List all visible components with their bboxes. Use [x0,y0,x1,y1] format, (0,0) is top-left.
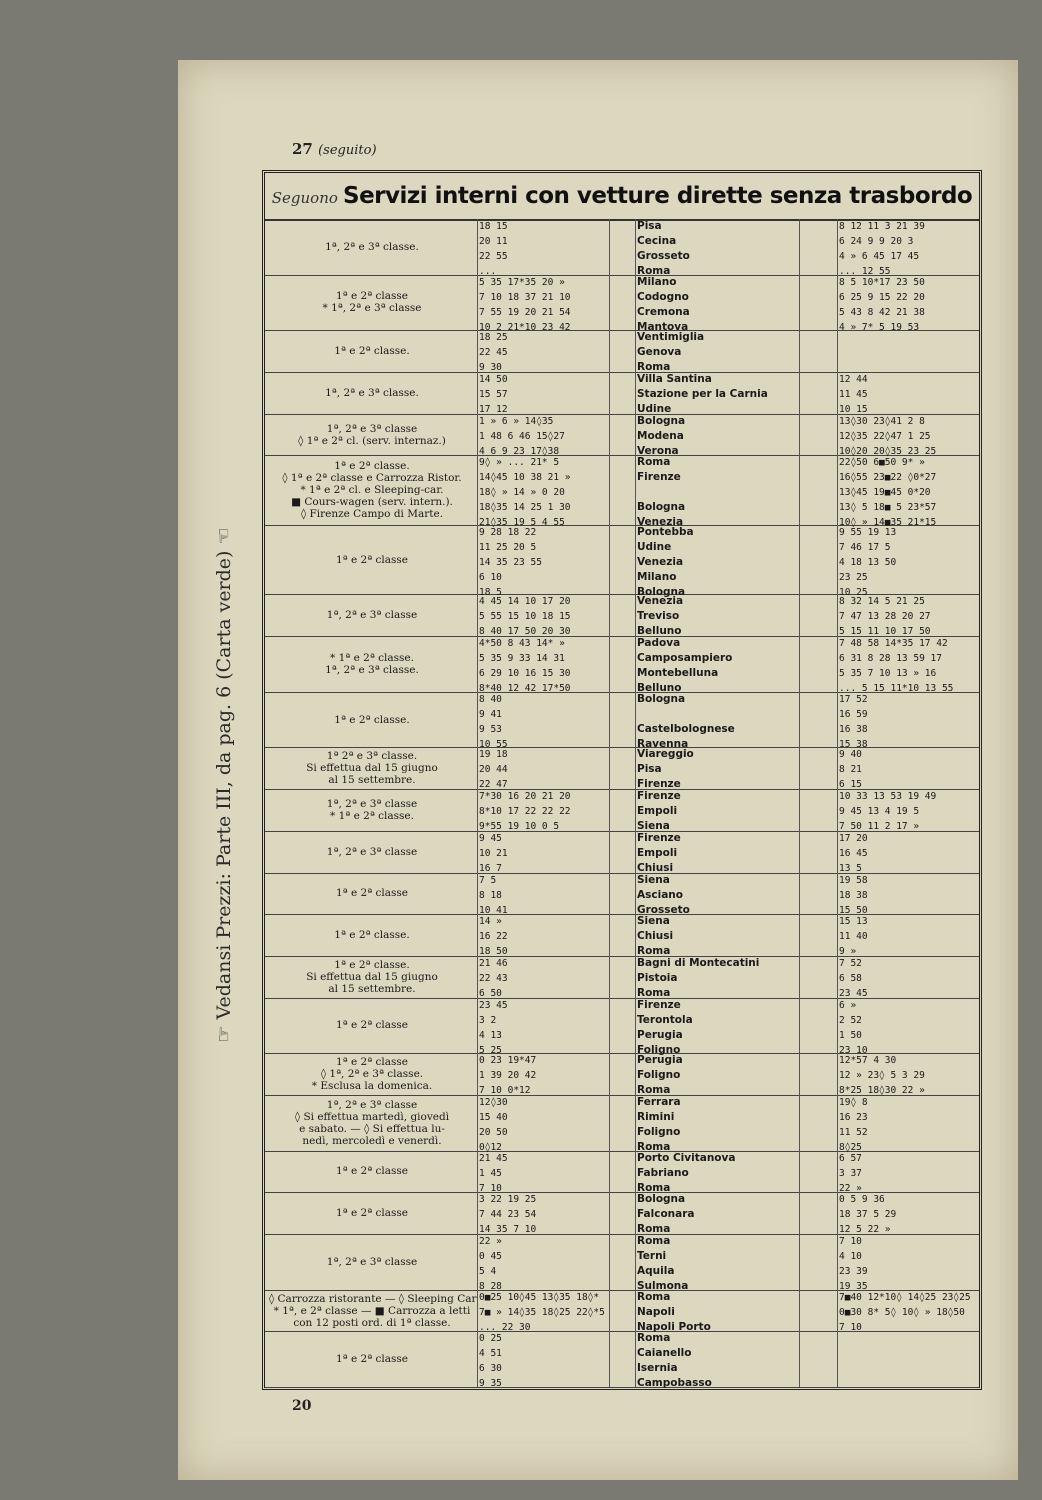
timetable-block [265,594,979,637]
column-divider [799,1234,800,1290]
block-class-label: 1ª e 2ª classe * 1ª, 2ª e 3ª classe [322,290,422,315]
column-divider [635,455,636,525]
column-divider [837,330,838,372]
column-divider [635,1234,636,1290]
column-divider [635,275,636,331]
column-divider [799,956,800,998]
station-list: Perugia Foligno Roma [637,1054,683,1097]
timetable-block [265,956,979,999]
departure-times: 19 18 20 44 22 47 [479,749,508,791]
column-divider [477,998,478,1054]
column-divider [837,1234,838,1290]
block-class-label: 1ª, 2ª e 3ª classe ◊ Si effettua martedì, giovedì e sabato. — ◊ Si effettua lu- nedì, mercoledì e venerdì. [294,1098,450,1147]
return-times: 0 5 9 36 18 37 5 29 12 5 22 » [839,1194,897,1236]
column-divider [635,1331,636,1387]
column-divider [837,1290,838,1332]
station-list: Padova Camposampiero Montebelluna Belluno [637,637,733,695]
station-list: Roma Terni Aquila Sulmona [637,1235,689,1293]
timetable-title [265,173,979,221]
timetable-block [265,998,979,1055]
column-divider [799,594,800,636]
block-class-label: 1ª e 2ª classe. [334,929,410,942]
column-divider [635,594,636,636]
column-divider [837,789,838,831]
block-class-label: 1ª e 2ª classe [335,1207,409,1220]
timetable-block [265,1290,979,1333]
return-times: 12*57 4 30 12 » 23◊ 5 3 29 8*25 18◊30 22 » [839,1055,925,1097]
station-list: Villa Santina Stazione per la Carnia Udine [637,372,768,415]
column-divider [837,1151,838,1193]
timetable-block [265,1053,979,1096]
return-times: 9 40 8 21 6 15 [839,749,862,791]
timetable-block [265,636,979,693]
column-divider [799,1053,800,1095]
column-divider [799,831,800,873]
timetable-block [265,873,979,916]
station-list: Firenze Empoli Siena [637,790,681,833]
column-divider [837,1053,838,1095]
column-divider [477,956,478,998]
return-times: 8 32 14 5 21 25 7 47 13 28 20 27 5 15 11 10 17 50 [839,596,931,638]
station-list: Pisa Cecina Grosseto Roma [637,220,690,277]
timetable-block [265,330,979,373]
column-divider [837,1192,838,1234]
section-number-value: 27 [292,140,313,158]
departure-times: 14 50 15 57 17 12 [479,373,508,415]
column-divider [837,873,838,915]
column-divider [477,1290,478,1332]
column-divider [799,372,800,414]
return-times: 7 10 4 10 23 39 19 35 [839,1236,868,1293]
block-class-label: 1ª e 2ª classe [335,887,409,900]
return-times: 6 » 2 52 1 50 23 10 [839,999,868,1056]
timetable-block [265,275,979,332]
column-divider [477,789,478,831]
timetable-block [265,831,979,874]
column-divider [477,692,478,748]
timetable-block [265,1331,979,1388]
column-divider [799,330,800,372]
column-divider [477,1095,478,1151]
departure-times: 22 » 0 45 5 4 8 28 [479,1236,502,1293]
column-divider [477,914,478,956]
column-divider [477,873,478,915]
timetable-frame [262,170,982,1390]
side-note-text: ☞ Vedansi Prezzi: Parte III, da pag. 6 (Carta verde) ☜ [213,527,235,1043]
return-times: 7 52 6 58 23 45 [839,957,868,999]
return-times: 13◊30 23◊41 2 8 12◊35 22◊47 1 25 10◊20 20◊35 23 25 [839,415,937,457]
column-divider [635,414,636,456]
side-note [213,420,253,1150]
block-class-label: 1ª e 2ª classe [335,1165,409,1178]
station-list: Pontebba Udine Venezia Milano Bologna [637,525,694,598]
section-number [292,140,377,158]
block-class-label: 1ª e 2ª classe [335,553,409,566]
timetable-block [265,1151,979,1194]
block-class-label: 1ª, 2ª e 3ª classe [326,845,418,858]
timetable-block [265,747,979,790]
block-class-label: 1ª e 2ª classe ◊ 1ª, 2ª e 3ª classe. * Esclusa la domenica. [311,1056,433,1093]
column-divider [837,692,838,748]
departure-times: 23 45 3 2 4 13 5 25 [479,999,508,1056]
station-list: Roma Firenze Bologna Venezia [637,456,686,529]
column-divider [477,219,478,275]
departure-times: 1 » 6 » 14◊35 1 48 6 46 15◊27 4 6 9 23 17◊38 [479,415,565,457]
column-divider [635,636,636,692]
column-divider [635,330,636,372]
column-divider [799,692,800,748]
column-divider [635,831,636,873]
column-divider [837,219,838,275]
station-list: Bologna Castelbolognese Ravenna [637,692,735,750]
column-divider [477,372,478,414]
timetable-block [265,525,979,596]
column-divider [837,414,838,456]
column-divider [837,1331,838,1387]
station-list: Ventimiglia Genova Roma [637,331,705,374]
return-times: 19◊ 8 16 23 11 52 8◊25 [839,1097,868,1153]
column-divider [635,747,636,789]
block-class-label: 1ª e 2ª classe [335,1019,409,1032]
column-divider [477,747,478,789]
column-divider [635,525,636,595]
station-list: Bologna Falconara Roma [637,1193,695,1236]
column-divider [477,1151,478,1193]
column-divider [799,747,800,789]
block-class-label: 1ª, 2ª e 3ª classe * 1ª e 2ª classe. [326,797,418,822]
block-class-label: 1ª, 2ª e 3ª classe. [325,240,419,253]
station-list: Viareggio Pisa Firenze [637,748,694,791]
column-divider [477,330,478,372]
column-divider [799,1331,800,1387]
column-divider [477,1053,478,1095]
column-divider [837,525,838,595]
column-divider [635,372,636,414]
column-divider [635,1053,636,1095]
departure-times: 7*30 16 20 21 20 8*10 17 22 22 22 9*55 19 10 0 5 [479,791,571,833]
column-divider [799,914,800,956]
return-times: 22◊50 6■50 9* » 16◊55 23■22 ◊0*27 13◊45 19■45 0*20 13◊ 5 18■ 5 23*57 10◊ » 14■35 21*15 [839,457,937,529]
departure-times: 9 45 10 21 16 7 [479,832,508,874]
column-divider [635,998,636,1054]
column-divider [837,831,838,873]
column-divider [477,831,478,873]
column-divider [477,594,478,636]
return-times: 6 57 3 37 22 » [839,1152,862,1194]
column-divider [837,455,838,525]
column-divider [799,1095,800,1151]
station-list: Siena Asciano Grosseto [637,873,690,916]
column-divider [635,219,636,275]
column-divider [799,1290,800,1332]
return-times: 8 12 11 3 21 39 6 24 9 9 20 3 4 » 6 45 17 45 ... 12 55 [839,221,925,277]
timetable-block [265,1192,979,1235]
station-list: Porto Civitanova Fabriano Roma [637,1151,736,1194]
column-divider [799,414,800,456]
block-class-label: 1ª, 2ª e 3ª classe [326,1255,418,1268]
departure-times: 3 22 19 25 7 44 23 54 14 35 7 10 [479,1194,537,1236]
station-list: Roma Caianello Isernia Campobasso [637,1332,712,1390]
return-times: 10 33 13 53 19 49 9 45 13 4 19 5 7 50 11 2 17 » [839,791,937,833]
block-class-label: 1ª e 2ª classe. [334,713,410,726]
section-continued: (seguito) [318,143,377,158]
column-divider [799,998,800,1054]
column-divider [477,636,478,692]
timetable-block [265,455,979,529]
column-divider [635,873,636,915]
block-class-label: ◊ Carrozza ristorante — ◊ Sleeping Car * 1ª, e 2ª classe — ■ Carrozza a letti con 12 posti ord. di 1ª classe. [269,1292,477,1329]
departure-times: 5 35 17*35 20 » 7 10 18 37 21 10 7 55 19 20 21 54 10 2 21*10 23 42 [479,276,571,333]
column-divider [837,594,838,636]
column-divider [635,1095,636,1151]
column-divider [799,1151,800,1193]
block-class-label: 1ª e 2ª classe. ◊ 1ª e 2ª classe e Carrozza Ristor. * 1ª e 2ª cl. e Sleeping-car. ■ Cours-wagen (serv. intern.). ◊ Firenze Campo di Marte. [282,460,462,521]
column-divider [477,414,478,456]
departure-times: 8 40 9 41 9 53 10 55 [479,693,508,750]
block-class-label: 1ª 2ª e 3ª classe. Si effettua dal 15 giugno al 15 settembre. [306,750,438,787]
block-class-label: * 1ª e 2ª classe. 1ª, 2ª e 3ª classe. [325,651,419,676]
column-divider [477,455,478,525]
return-times: 7■40 12*10◊ 14◊25 23◊25 0■30 8* 5◊ 10◊ » 18◊50 7 10 [839,1291,971,1333]
block-class-label: 1ª e 2ª classe. [334,345,410,358]
column-divider [635,956,636,998]
column-divider [799,525,800,595]
column-divider [837,998,838,1054]
column-divider [799,636,800,692]
block-class-label: 1ª e 2ª classe [335,1353,409,1366]
column-divider [799,219,800,275]
departure-times: 14 » 16 22 18 50 [479,916,508,958]
column-divider [799,789,800,831]
departure-times: 21 46 22 43 6 50 [479,957,508,999]
column-divider [837,1095,838,1151]
timetable-block [265,789,979,832]
column-divider [837,914,838,956]
departure-times: 0 25 4 51 6 30 9 35 [479,1333,502,1390]
station-list: Roma Napoli Napoli Porto [637,1290,711,1333]
return-times: 17 52 16 59 16 38 15 38 [839,693,868,750]
timetable-block [265,414,979,457]
return-times: 15 13 11 40 9 » [839,916,868,958]
page-number: 20 [292,1398,312,1414]
timetable-block [265,219,979,276]
column-divider [837,636,838,692]
column-divider [477,275,478,331]
title-lead: Seguono [271,189,338,207]
departure-times: 9 28 18 22 11 25 20 5 14 35 23 55 6 10 18 5 [479,526,542,598]
timetable-block [265,372,979,415]
column-divider [799,455,800,525]
title-main: Servizi interni con vetture dirette senza trasbordo [343,183,973,209]
departure-times: 4 45 14 10 17 20 5 55 15 10 18 15 8 40 17 50 20 30 [479,596,571,638]
column-divider [799,1192,800,1234]
timetable-block [265,1095,979,1152]
departure-times: 12◊30 15 40 20 50 0◊12 [479,1097,508,1153]
column-divider [635,692,636,748]
timetable-block [265,914,979,957]
block-class-label: 1ª, 2ª e 3ª classe. [325,386,419,399]
station-list: Venezia Treviso Belluno [637,595,684,638]
station-list: Milano Codogno Cremona Mantova [637,275,690,333]
return-times: 12 44 11 45 10 15 [839,373,868,415]
departure-times: 9◊ » ... 21* 5 14◊45 10 38 21 » 18◊ » 14 » 0 20 18◊35 14 25 1 30 21◊35 19 5 4 55 [479,457,571,529]
block-class-label: 1ª, 2ª e 3ª classe ◊ 1ª e 2ª cl. (serv. internaz.) [298,422,446,447]
column-divider [477,1234,478,1290]
station-list: Ferrara Rimini Foligno Roma [637,1096,681,1153]
column-divider [837,956,838,998]
departure-times: 18 15 20 11 22 55 ... [479,221,508,277]
departure-times: 18 25 22 45 9 30 [479,332,508,374]
departure-times: 21 45 1 45 7 10 [479,1152,508,1194]
column-divider [635,1290,636,1332]
return-times: 19 58 18 38 15 50 [839,874,868,916]
departure-times: 0■25 10◊45 13◊35 18◊* 7■ » 14◊35 18◊25 22◊*5 ... 22 30 [479,1291,605,1333]
block-class-label: 1ª, 2ª e 3ª classe [326,609,418,622]
return-times: 9 55 19 13 7 46 17 5 4 18 13 50 23 25 10 25 [839,526,897,598]
return-times: 8 5 10*17 23 50 6 25 9 15 22 20 5 43 8 42 21 38 4 » 7* 5 19 53 [839,276,925,333]
departure-times: 4*50 8 43 14* » 5 35 9 33 14 31 6 29 10 16 15 30 8*40 12 42 17*50 [479,638,571,695]
station-list: Siena Chiusi Roma [637,915,674,958]
station-list: Firenze Terontola Perugia Foligno [637,998,693,1056]
station-list: Firenze Empoli Chiusi [637,831,681,874]
column-divider [799,275,800,331]
timetable-block [265,1234,979,1291]
departure-times: 0 23 19*47 1 39 20 42 7 10 0*12 [479,1055,537,1097]
departure-times: 7 5 8 18 10 41 [479,874,508,916]
column-divider [837,275,838,331]
column-divider [635,1192,636,1234]
column-divider [477,1331,478,1387]
column-divider [635,914,636,956]
column-divider [477,525,478,595]
timetable-rows [265,219,979,1390]
column-divider [635,1151,636,1193]
return-times: 17 20 16 45 13 5 [839,832,868,874]
return-times: 7 48 58 14*35 17 42 6 31 8 28 13 59 17 5 35 7 10 13 » 16 ... 5 15 11*10 13 55 [839,638,954,695]
station-list: Bagni di Montecatini Pistoia Roma [637,956,760,999]
timetable-block [265,692,979,749]
block-class-label: 1ª e 2ª classe. Si effettua dal 15 giugno al 15 settembre. [306,958,438,995]
station-list: Bologna Modena Verona [637,414,686,457]
column-divider [837,747,838,789]
column-divider [477,1192,478,1234]
column-divider [837,372,838,414]
column-divider [799,873,800,915]
column-divider [635,789,636,831]
